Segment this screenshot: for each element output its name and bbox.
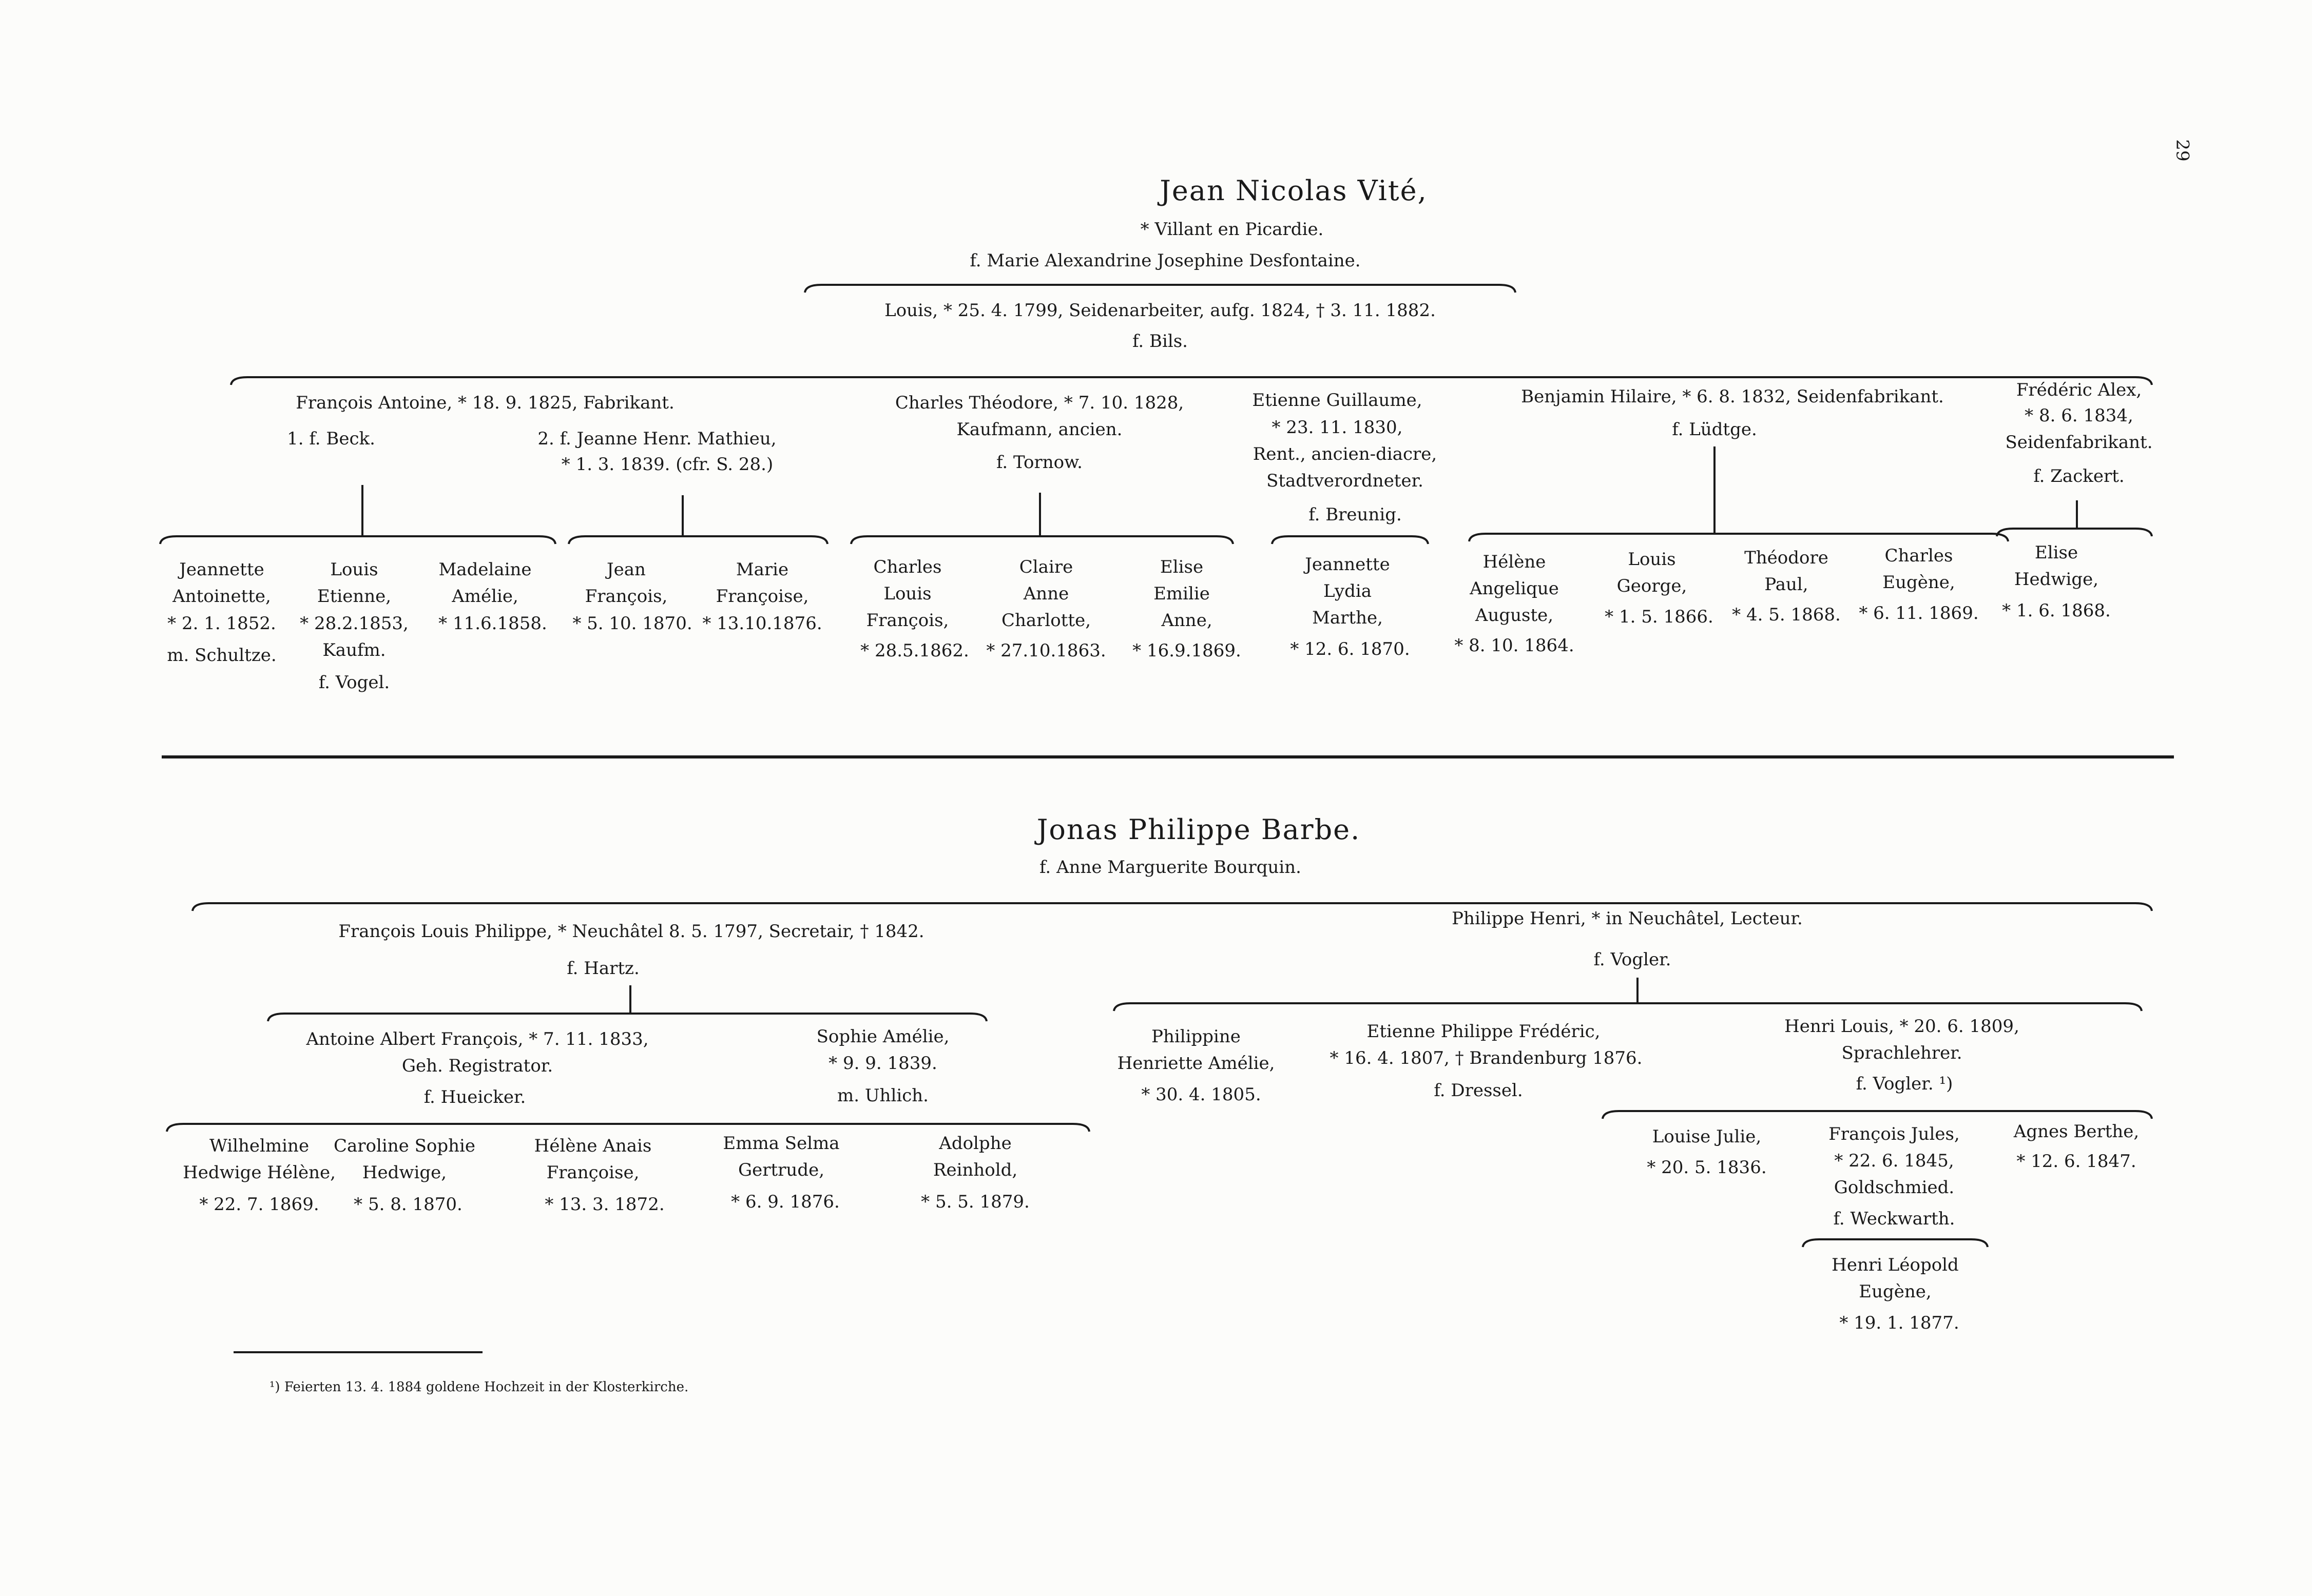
child-louis-etienne-3: * 28.2.1853, (300, 613, 409, 634)
child-jean-francois-1: Jean (607, 559, 646, 580)
grandchild-helene-anais-1: Hélène Anais (534, 1136, 652, 1156)
branch-frederic-wife: f. Zackert. (2033, 466, 2125, 486)
child-marie-francoise-2: Françoise, (716, 586, 809, 607)
francois-jules-2: * 22. 6. 1845, (1834, 1151, 1954, 1171)
grandchild-emma-selma-2: Gertrude, (738, 1160, 825, 1180)
branch-francois-antoine: François Antoine, * 18. 9. 1825, Fabrikant. (296, 393, 675, 413)
etienne-philippe-frederic-1: Etienne Philippe Frédéric, (1366, 1021, 1601, 1042)
family2-son-philippe-wife: f. Vogler. (1593, 949, 1671, 970)
child-jeannette-antoinette-1: Jeannette (179, 559, 264, 580)
branch-charles-theodore: Charles Théodore, * 7. 10. 1828, (895, 393, 1184, 413)
child-louis-george-3: * 1. 5. 1866. (1605, 607, 1713, 627)
grandchild-caroline-3: * 5. 8. 1870. (354, 1194, 463, 1215)
child-louis-etienne-2: Etienne, (317, 586, 392, 607)
child-theodore-paul-1: Théodore (1744, 548, 1828, 568)
child-jeannette-lydia-1: Jeannette (1305, 554, 1390, 575)
page-number: 29 (2172, 139, 2193, 162)
grandchild-caroline-2: Hedwige, (362, 1162, 447, 1183)
sophie-amelie-name: Sophie Amélie, (816, 1026, 950, 1047)
branch-frederic-name: Frédéric Alex, (2016, 380, 2142, 400)
branch-benjamin-hilaire: Benjamin Hilaire, * 6. 8. 1832, Seidenfabrikant. (1521, 386, 1944, 407)
family2-head-name: Jonas Philippe Barbe. (1036, 813, 1361, 846)
child-jean-francois-3: * 5. 10. 1870. (572, 613, 692, 634)
child-jeannette-lydia-3: Marthe, (1312, 608, 1383, 628)
child-madelaine-amelie-1: Madelaine (438, 559, 532, 580)
child-elise-emilie-2: Emilie (1153, 583, 1210, 604)
branch-francois-wife1: 1. f. Beck. (287, 429, 375, 449)
grandchild-caroline-1: Caroline Sophie (333, 1136, 476, 1156)
family2-son-francois: François Louis Philippe, * Neuchâtel 8. 5. 1797, Secretair, † 1842. (338, 921, 924, 942)
child-jeannette-antoinette-2: Antoinette, (172, 586, 271, 607)
child-theodore-paul-3: * 4. 5. 1868. (1732, 605, 1841, 625)
branch-frederic-birth: * 8. 6. 1834, (2025, 405, 2133, 426)
child-madelaine-amelie-3: * 11.6.1858. (438, 613, 547, 634)
child-elise-emilie-1: Elise (1160, 557, 1204, 577)
footnote: ¹) Feierten 13. 4. 1884 goldene Hochzeit in der Klosterkirche. (269, 1379, 689, 1395)
family1-head-wife: f. Marie Alexandrine Josephine Desfontaine. (970, 250, 1361, 271)
etienne-philippe-frederic-2: * 16. 4. 1807, † Brandenburg 1876. (1330, 1048, 1643, 1068)
family1-head-name: Jean Nicolas Vité, (1160, 174, 1428, 207)
child-helene-angelique-3: Auguste, (1475, 605, 1554, 626)
henri-louis-1: Henri Louis, * 20. 6. 1809, (1784, 1016, 2019, 1037)
child-louis-etienne-1: Louis (330, 559, 378, 580)
antoine-occupation: Geh. Registrator. (401, 1056, 553, 1076)
child-louis-etienne-4: Kaufm. (322, 640, 386, 660)
child-jeannette-lydia-2: Lydia (1323, 581, 1372, 601)
henri-louis-2: Sprachlehrer. (1841, 1043, 1962, 1063)
philippine-2: Henriette Amélie, (1117, 1053, 1275, 1074)
child-louis-etienne-5: f. Vogel. (318, 672, 390, 693)
etienne-philippe-frederic-3: f. Dressel. (1434, 1080, 1523, 1101)
louise-julie-2: * 20. 5. 1836. (1647, 1157, 1767, 1178)
branch-etienne-wife: f. Breunig. (1308, 504, 1402, 525)
child-jean-francois-2: François, (585, 586, 668, 607)
child-charles-louis-4: * 28.5.1862. (860, 640, 969, 661)
child-elise-hedwige-1: Elise (2034, 542, 2078, 563)
branch-francois-wife2: 2. f. Jeanne Henr. Mathieu, (537, 429, 777, 449)
francois-jules-4: f. Weckwarth. (1833, 1209, 1955, 1229)
louise-julie-1: Louise Julie, (1652, 1126, 1762, 1147)
child-jeannette-lydia-4: * 12. 6. 1870. (1290, 639, 1410, 659)
child-louis-george-1: Louis (1628, 549, 1676, 570)
child-helene-angelique-1: Hélène (1482, 552, 1546, 572)
family1-son-louis: Louis, * 25. 4. 1799, Seidenarbeiter, aufg. 1824, † 3. 11. 1882. (884, 300, 1436, 321)
child-jeannette-antoinette-3: * 2. 1. 1852. (167, 613, 276, 634)
francois-jules-1: François Jules, (1828, 1124, 1960, 1144)
child-marie-francoise-1: Marie (736, 559, 789, 580)
branch-charles-wife: f. Tornow. (996, 452, 1083, 473)
child-claire-anne-2: Anne (1023, 583, 1069, 604)
branch-etienne-office: Stadtverordneter. (1266, 471, 1423, 491)
philippine-3: * 30. 4. 1805. (1141, 1084, 1261, 1105)
grandchild-helene-anais-3: * 13. 3. 1872. (545, 1194, 665, 1215)
grandchild-wilhelmine-1: Wilhelmine (209, 1136, 310, 1156)
agnes-berthe-2: * 12. 6. 1847. (2016, 1151, 2136, 1172)
child-claire-anne-4: * 27.10.1863. (986, 640, 1106, 661)
child-charles-louis-1: Charles (873, 557, 942, 577)
child-marie-francoise-3: * 13.10.1876. (702, 613, 822, 634)
branch-charles-occupation: Kaufmann, ancien. (956, 419, 1123, 440)
child-louis-george-2: George, (1616, 576, 1687, 596)
grandchild-wilhelmine-2: Hedwige Hélène, (183, 1162, 336, 1183)
child-claire-anne-1: Claire (1019, 557, 1073, 577)
child-elise-hedwige-2: Hedwige, (2014, 569, 2099, 590)
francois-jules-3: Goldschmied. (1834, 1177, 1955, 1198)
branch-etienne-occupation: Rent., ancien-diacre, (1253, 444, 1437, 464)
grandchild-adolphe-3: * 5. 5. 1879. (921, 1192, 1030, 1212)
antoine-albert-francois: Antoine Albert François, * 7. 11. 1833, (306, 1029, 649, 1049)
family2-head-wife: f. Anne Marguerite Bourquin. (1039, 857, 1301, 878)
child-elise-emilie-4: * 16.9.1869. (1132, 640, 1241, 661)
grandchild-emma-selma-1: Emma Selma (723, 1133, 840, 1154)
antoine-wife: f. Hueicker. (423, 1087, 526, 1107)
family1-head-birth: * Villant en Picardie. (1140, 219, 1324, 240)
branch-etienne-name: Etienne Guillaume, (1252, 390, 1422, 411)
agnes-berthe-1: Agnes Berthe, (2013, 1121, 2140, 1142)
grandchild-wilhelmine-3: * 22. 7. 1869. (199, 1194, 319, 1215)
branch-francois-wife2-birth: * 1. 3. 1839. (cfr. S. 28.) (561, 454, 774, 475)
child-theodore-paul-2: Paul, (1764, 574, 1808, 595)
child-jeannette-antoinette-4: m. Schultze. (167, 645, 277, 666)
child-claire-anne-3: Charlotte, (1001, 610, 1091, 631)
sophie-amelie-birth: * 9. 9. 1839. (829, 1053, 937, 1074)
grandchild-emma-selma-3: * 6. 9. 1876. (731, 1192, 840, 1212)
family1-son-louis-wife: f. Bils. (1132, 331, 1188, 352)
child-helene-angelique-2: Angelique (1470, 578, 1559, 599)
sophie-amelie-husband: m. Uhlich. (837, 1085, 929, 1106)
child-charles-louis-2: Louis (883, 583, 932, 604)
child-madelaine-amelie-2: Amélie, (452, 586, 518, 607)
branch-benjamin-wife: f. Lüdtge. (1672, 419, 1757, 440)
family2-son-philippe: Philippe Henri, * in Neuchâtel, Lecteur. (1452, 908, 1803, 929)
philippine-1: Philippine (1151, 1026, 1241, 1047)
child-charles-eugene-1: Charles (1884, 546, 1953, 566)
branch-etienne-birth: * 23. 11. 1830, (1271, 417, 1403, 438)
grandchild-helene-anais-2: Françoise, (546, 1162, 640, 1183)
child-charles-louis-3: François, (866, 610, 949, 631)
child-charles-eugene-2: Eugène, (1882, 572, 1955, 593)
grandchild-adolphe-1: Adolphe (939, 1133, 1012, 1154)
henri-leopold-3: * 19. 1. 1877. (1839, 1313, 1959, 1333)
child-elise-hedwige-3: * 1. 6. 1868. (2002, 600, 2111, 621)
branch-frederic-occupation: Seidenfabrikant. (2005, 432, 2153, 453)
henri-leopold-1: Henri Léopold (1832, 1255, 1959, 1275)
child-elise-emilie-3: Anne, (1161, 610, 1212, 631)
child-charles-eugene-3: * 6. 11. 1869. (1859, 603, 1979, 624)
grandchild-adolphe-2: Reinhold, (933, 1160, 1018, 1180)
child-helene-angelique-4: * 8. 10. 1864. (1454, 635, 1574, 656)
henri-louis-3: f. Vogler. ¹) (1856, 1074, 1953, 1094)
family2-son-francois-wife: f. Hartz. (567, 958, 640, 979)
henri-leopold-2: Eugène, (1859, 1281, 1932, 1302)
